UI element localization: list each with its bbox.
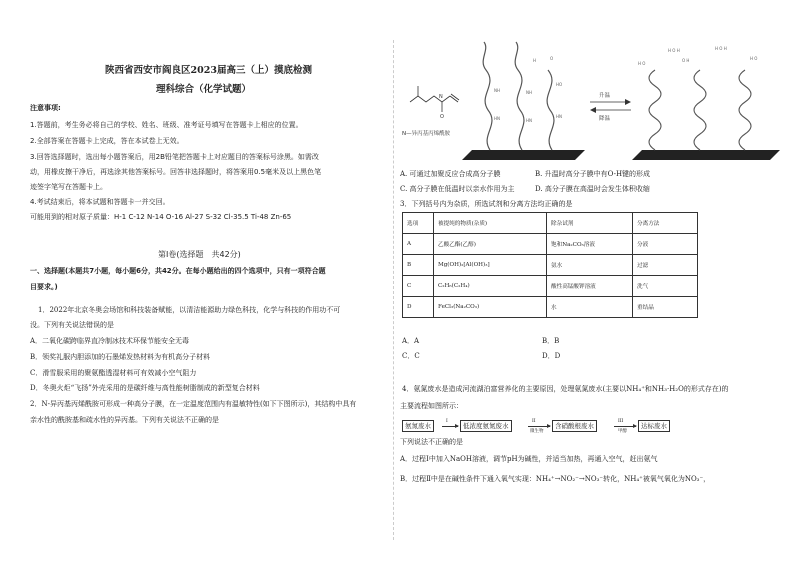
- svg-text:HN: HN: [494, 116, 500, 121]
- table-cell: B: [403, 255, 434, 276]
- table-cell: 氨水: [547, 255, 633, 276]
- table-cell: C₂H₆(C₂H₄): [434, 276, 547, 297]
- table-header-cell: 被提纯的物质(杂质): [434, 213, 547, 234]
- table-row: [403, 297, 698, 318]
- table-cell: FeCl₃(Na₂CO₃): [434, 297, 547, 318]
- heat-label: 升温: [599, 93, 611, 99]
- table-header-cell: 除杂试剂: [547, 213, 633, 234]
- section-instruction: 目要求。): [30, 283, 58, 291]
- svg-text:HN: HN: [526, 118, 532, 123]
- note-item: 3.回答选择题时，选出每小题答案后，用2B铅笔把答题卡上对应题目的答案标号涂黑。如需改: [30, 153, 319, 161]
- table-cell: D: [403, 297, 434, 318]
- svg-text:O: O: [440, 114, 444, 120]
- polymer-chains-extended: [483, 42, 554, 150]
- note-item: 迹签字笔写在答题卡上。: [30, 183, 107, 191]
- table-cell: A: [403, 234, 434, 255]
- svg-text:HO: HO: [556, 82, 563, 87]
- flow-box: 达标废水: [638, 420, 670, 432]
- monomer-label: N—异丙基丙烯酰胺: [402, 131, 451, 137]
- table-header-row: [403, 213, 698, 234]
- table-cell: 过滤: [633, 255, 698, 276]
- monomer-structure-icon: [410, 86, 459, 112]
- q3-option-a: A．A: [402, 337, 420, 345]
- svg-text:O: O: [550, 56, 554, 61]
- svg-text:H O H: H O H: [715, 46, 727, 51]
- table-cell: Mg(OH)₂[Al(OH)₃]: [434, 255, 547, 276]
- q3-stem: 3．下列括号内为杂质，所选试剂和分离方法均正确的是: [400, 200, 573, 208]
- atomic-mass-line: 可能用到的相对原子质量：H-1 C-12 N-14 O-16 Al-27 S-32 Cl-35.5 Ti-48 Zn-65: [30, 213, 292, 221]
- q3-option-d: D．D: [542, 352, 561, 360]
- flow-arrow: [614, 426, 636, 427]
- table-cell: 洗气: [633, 276, 698, 297]
- q2-option-a: A. 可通过加聚反应合成高分子膜: [400, 170, 501, 178]
- svg-text:H O H: H O H: [668, 48, 680, 53]
- table-header-cell: 选项: [403, 213, 434, 234]
- table-cell: 酸性高锰酸钾溶液: [547, 276, 633, 297]
- q1-stem: 没。下列有关说法错误的是: [30, 321, 114, 329]
- flow-box: 含硝酸根废水: [552, 420, 597, 432]
- q4-stem: 主要流程如图所示：: [400, 402, 463, 410]
- page-subtitle: 理科综合（化学试题）: [156, 84, 252, 95]
- notes-heading: 注意事项:: [30, 104, 61, 112]
- svg-text:H O: H O: [750, 56, 758, 61]
- q3-table: [402, 212, 698, 318]
- note-item: 1.答题前，考生务必将自己的学校、姓名、班级、准考证号填写在答题卡上相应的位置。: [30, 121, 303, 129]
- svg-text:HN: HN: [556, 114, 562, 119]
- substrate-left: [462, 150, 585, 160]
- svg-text:H: H: [533, 58, 537, 63]
- q2-option-b: B. 升温时高分子膜中有O-H键的形成: [535, 170, 651, 178]
- section-title: 第Ⅰ卷(选择题 共42分): [158, 250, 241, 259]
- table-row: [403, 255, 698, 276]
- flow-box: 低浓度氨氮废水: [460, 420, 512, 432]
- q4-option-a: A．过程Ⅰ中加入NaOH溶液，调节pH为碱性，并适当加热，再通入空气，赶出氨气: [400, 455, 658, 463]
- q1-option-a: A．二氧化碳跨临界直冷制冰技术环保节能安全无毒: [30, 337, 190, 345]
- flow-arrow: [528, 426, 550, 427]
- flow-box: 氨氮废水: [402, 420, 434, 432]
- page-title: 陕西省西安市阎良区2023届高三（上）摸底检测: [105, 65, 312, 76]
- table-cell: C: [403, 276, 434, 297]
- q4-question: 下列说法不正确的是: [400, 438, 463, 446]
- substrate-right: [632, 150, 780, 160]
- section-instruction: 一、选择题(本题共7小题，每小题6分，共42分。在每小题给出的四个选项中，只有一项符合题: [30, 267, 326, 275]
- q2-option-c: C. 高分子膜在低温时以亲水作用为主: [400, 185, 515, 193]
- flow-step-label: III: [618, 419, 624, 424]
- q1-option-b: B．领奖礼服内胆添加的石墨烯发热材料为有机高分子材料: [30, 353, 211, 361]
- flow-step-note: 微生物: [530, 429, 544, 434]
- q1-stem: 1．2022年北京冬奥会场馆和科技装备赋能，以清洁能源助力绿色科技，化学与科技的作用功不可: [38, 306, 341, 314]
- q2-option-d: D. 高分子膜在高温时会发生体积收缩: [535, 185, 650, 193]
- svg-text:H O: H O: [638, 61, 646, 66]
- q4-stem: 4．氨氮废水是造成河流湖泊富营养化的主要原因，处理氨氮废水(主要以NH₄⁺和NH₃·H₂O的形式存在)的: [402, 385, 729, 393]
- flow-step-label: II: [532, 419, 536, 424]
- note-item: 2.全部答案在答题卡上完成，答在本试卷上无效。: [30, 137, 184, 145]
- q1-option-d: D．冬奥火炬“飞扬”外壳采用的是碳纤维与高性能树脂制成的新型复合材料: [30, 384, 260, 392]
- svg-text:O H: O H: [682, 58, 690, 63]
- flow-arrow: [442, 426, 458, 427]
- cool-label: 降温: [599, 116, 611, 122]
- svg-text:NH: NH: [526, 90, 532, 95]
- q3-option-b: B．B: [542, 337, 560, 345]
- q2-polymer-figure: [400, 40, 790, 165]
- flow-step-note: 甲醇: [618, 429, 627, 434]
- q2-stem: 亲水性的酰胺基和疏水性的异丙基。下列有关说法不正确的是: [30, 416, 219, 424]
- q1-option-c: C．滑雪服采用的聚氨酯透湿材料可有效减小空气阻力: [30, 369, 197, 377]
- q3-option-c: C．C: [402, 352, 420, 360]
- table-row: [403, 276, 698, 297]
- q2-stem: 2．N-异丙基丙烯酰胺可形成一种高分子膜，在一定温度范围内有温敏特性(如下下图所示)，其结构中具有: [30, 400, 357, 408]
- table-cell: 乙酸乙酯(乙醇): [434, 234, 547, 255]
- polymer-chains-collapsed: [649, 70, 751, 150]
- water-molecules: [638, 46, 757, 66]
- flow-step-label: I: [446, 419, 448, 424]
- column-divider: [393, 40, 394, 540]
- note-item: 4.考试结束后，将本试题和答题卡一并交回。: [30, 198, 170, 206]
- table-cell: 水: [547, 297, 633, 318]
- table-cell: 分液: [633, 234, 698, 255]
- svg-text:NH: NH: [494, 88, 500, 93]
- table-cell: 重结晶: [633, 297, 698, 318]
- table-cell: 饱和Na₂CO₃溶液: [547, 234, 633, 255]
- note-item: 动，用橡皮擦干净后，再选涂其他答案标号。回答非选择题时，将答案用0.5毫米及以上黑色笔: [30, 168, 322, 176]
- table-header-cell: 分离方法: [633, 213, 698, 234]
- svg-text:N: N: [439, 94, 443, 100]
- table-row: [403, 234, 698, 255]
- q4-option-b: B．过程Ⅱ中是在碱性条件下通入氧气实现：NH₄⁺→NO₂⁻→NO₃⁻转化，NH₄⁺被氧气氧化为NO₃⁻，: [400, 475, 711, 483]
